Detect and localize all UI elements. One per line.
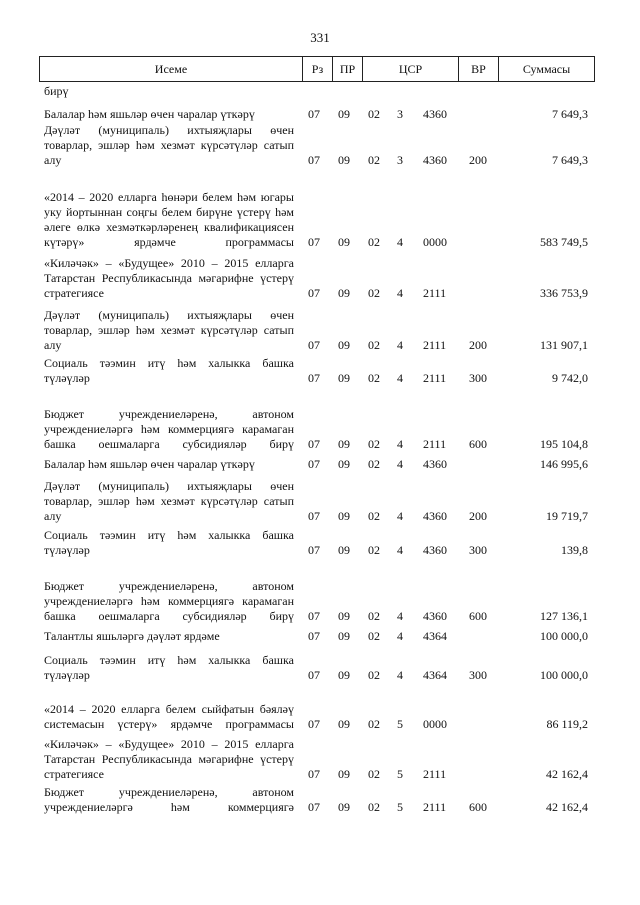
row-pr: 09 bbox=[338, 235, 350, 249]
row-csr-1: 02 bbox=[368, 800, 380, 814]
row-sum: 7 649,3 bbox=[552, 107, 588, 121]
row-name: Социаль тәэмин итү һәм халыкка башка түләүләр bbox=[44, 356, 294, 385]
row-csr-3: 0000 bbox=[423, 717, 447, 731]
row-csr-3: 2111 bbox=[423, 800, 447, 814]
row-csr-1: 02 bbox=[368, 107, 380, 121]
header-csr: ЦСР bbox=[362, 57, 458, 81]
row-csr-3: 4364 bbox=[423, 668, 447, 682]
row-rz: 07 bbox=[308, 235, 320, 249]
row-pr: 09 bbox=[338, 371, 350, 385]
row-rz: 07 bbox=[308, 457, 320, 471]
row-csr-2: 3 bbox=[397, 107, 403, 121]
row-csr-2: 5 bbox=[397, 717, 403, 731]
row-sum: 336 753,9 bbox=[540, 286, 588, 300]
row-rz: 07 bbox=[308, 371, 320, 385]
header-sum: Суммасы bbox=[498, 57, 594, 81]
row-csr-3: 4360 bbox=[423, 153, 447, 167]
row-csr-2: 4 bbox=[397, 668, 403, 682]
row-csr-3: 2111 bbox=[423, 338, 447, 352]
row-csr-1: 02 bbox=[368, 437, 380, 451]
header-name: Исеме bbox=[154, 62, 188, 76]
row-rz: 07 bbox=[308, 437, 320, 451]
row-vr: 300 bbox=[469, 371, 487, 385]
row-sum: 42 162,4 bbox=[546, 800, 588, 814]
row-name: Дәүләт (муниципаль) ихтыяҗлары өчен товарлар, эшләр һәм хезмәт күрсәтүләр сатып алу bbox=[44, 479, 294, 523]
row-sum: 19 719,7 bbox=[546, 509, 588, 523]
row-csr-2: 4 bbox=[397, 286, 403, 300]
row-csr-1: 02 bbox=[368, 509, 380, 523]
row-vr: 200 bbox=[469, 153, 487, 167]
header-vr: ВР bbox=[458, 57, 498, 81]
row-csr-1: 02 bbox=[368, 543, 380, 557]
row-csr-1: 02 bbox=[368, 235, 380, 249]
row-csr-3: 2111 bbox=[423, 286, 447, 300]
row-pr: 09 bbox=[338, 800, 350, 814]
row-rz: 07 bbox=[308, 609, 320, 623]
row-pr: 09 bbox=[338, 629, 350, 643]
row-rz: 07 bbox=[308, 338, 320, 352]
row-name: «Киләчәк» – «Будущее» 2010 – 2015 елларга Татарстан Республикасында мәгарифне үстерү стратегиясе bbox=[44, 737, 294, 781]
row-rz: 07 bbox=[308, 153, 320, 167]
row-csr-1: 02 bbox=[368, 717, 380, 731]
row-name: Бюджет учреждениеләренә, автоном учреждениеләргә һәм коммерциягә карамаган башка оешмаларга субсидияләр бирү bbox=[44, 579, 294, 623]
row-sum: 131 907,1 bbox=[540, 338, 588, 352]
row-name: Бюджет учреждениеләренә, автоном учреждениеләргә һәм коммерциягә карамаган башка оешмаларга субсидияләр бирү bbox=[44, 407, 294, 451]
row-csr-3: 4360 bbox=[423, 543, 447, 557]
row-vr: 600 bbox=[469, 437, 487, 451]
row-csr-3: 4360 bbox=[423, 457, 447, 471]
row-pr: 09 bbox=[338, 338, 350, 352]
row-pr: 09 bbox=[338, 457, 350, 471]
row-csr-2: 4 bbox=[397, 629, 403, 643]
row-csr-2: 4 bbox=[397, 509, 403, 523]
row-sum: 100 000,0 bbox=[540, 668, 588, 682]
row-csr-2: 4 bbox=[397, 457, 403, 471]
row-pr: 09 bbox=[338, 609, 350, 623]
row-vr: 600 bbox=[469, 609, 487, 623]
row-name: «2014 – 2020 елларга белем сыйфатын бәяләү системасын үстерү» ярдәмче программасы bbox=[44, 702, 294, 731]
row-pr: 09 bbox=[338, 717, 350, 731]
row-csr-1: 02 bbox=[368, 767, 380, 781]
row-sum: 146 995,6 bbox=[540, 457, 588, 471]
row-rz: 07 bbox=[308, 509, 320, 523]
table-row bbox=[0, 615, 640, 815]
row-csr-1: 02 bbox=[368, 457, 380, 471]
row-sum: 86 119,2 bbox=[546, 717, 588, 731]
row-csr-2: 4 bbox=[397, 371, 403, 385]
row-pr: 09 bbox=[338, 286, 350, 300]
row-sum: 139,8 bbox=[561, 543, 588, 557]
row-pr: 09 bbox=[338, 107, 350, 121]
row-name: «2014 – 2020 елларга һөнәри белем һәм югары уку йортыннан соңгы белем бирүне үстерү һәм әлеге өлкә хезмәткәрләренең квалификациясен күтәрү» ярдәмче программасы bbox=[44, 190, 294, 249]
row-csr-2: 4 bbox=[397, 437, 403, 451]
row-name: «Киләчәк» – «Будущее» 2010 – 2015 елларга Татарстан Республикасында мәгарифне үстерү стратегиясе bbox=[44, 256, 294, 300]
row-csr-1: 02 bbox=[368, 668, 380, 682]
row-vr: 300 bbox=[469, 668, 487, 682]
row-csr-1: 02 bbox=[368, 286, 380, 300]
row-csr-2: 3 bbox=[397, 153, 403, 167]
row-pr: 09 bbox=[338, 437, 350, 451]
row-csr-3: 4360 bbox=[423, 509, 447, 523]
row-sum: 9 742,0 bbox=[552, 371, 588, 385]
row-vr: 200 bbox=[469, 338, 487, 352]
row-csr-2: 5 bbox=[397, 767, 403, 781]
row-csr-2: 4 bbox=[397, 609, 403, 623]
row-name: Дәүләт (муниципаль) ихтыяҗлары өчен товарлар, эшләр һәм хезмәт күрсәтүләр сатып алу bbox=[44, 308, 294, 352]
header-pr: ПР bbox=[332, 57, 362, 81]
row-csr-3: 0000 bbox=[423, 235, 447, 249]
row-csr-2: 4 bbox=[397, 235, 403, 249]
row-csr-2: 5 bbox=[397, 800, 403, 814]
row-csr-1: 02 bbox=[368, 338, 380, 352]
continuation-text: бирү bbox=[44, 84, 69, 98]
row-rz: 07 bbox=[308, 107, 320, 121]
row-csr-3: 2111 bbox=[423, 371, 447, 385]
row-rz: 07 bbox=[308, 543, 320, 557]
row-sum: 127 136,1 bbox=[540, 609, 588, 623]
row-pr: 09 bbox=[338, 543, 350, 557]
row-pr: 09 bbox=[338, 153, 350, 167]
row-pr: 09 bbox=[338, 509, 350, 523]
row-sum: 195 104,8 bbox=[540, 437, 588, 451]
row-csr-1: 02 bbox=[368, 609, 380, 623]
row-pr: 09 bbox=[338, 668, 350, 682]
row-csr-3: 4364 bbox=[423, 629, 447, 643]
row-csr-2: 4 bbox=[397, 338, 403, 352]
row-name: Талантлы яшьләргә дәүләт ярдәме bbox=[44, 629, 220, 643]
row-name: Социаль тәэмин итү һәм халыкка башка түләүләр bbox=[44, 653, 294, 682]
row-name: Балалар һәм яшьләр өчен чаралар үткәрү bbox=[44, 457, 255, 471]
page-number: 331 bbox=[310, 30, 330, 45]
row-csr-3: 2111 bbox=[423, 437, 447, 451]
row-sum: 100 000,0 bbox=[540, 629, 588, 643]
row-csr-1: 02 bbox=[368, 371, 380, 385]
row-vr: 200 bbox=[469, 509, 487, 523]
row-name: Бюджет учреждениеләренә, автоном учреждениеләргә һәм коммерциягә bbox=[44, 785, 294, 814]
row-csr-3: 4360 bbox=[423, 107, 447, 121]
row-vr: 300 bbox=[469, 543, 487, 557]
header-rz: Рз bbox=[302, 57, 332, 81]
row-name: Балалар һәм яшьләр өчен чаралар үткәрү bbox=[44, 107, 255, 121]
row-rz: 07 bbox=[308, 767, 320, 781]
row-sum: 7 649,3 bbox=[552, 153, 588, 167]
row-name: Социаль тәэмин итү һәм халыкка башка түләүләр bbox=[44, 528, 294, 557]
row-csr-2: 4 bbox=[397, 543, 403, 557]
row-pr: 09 bbox=[338, 767, 350, 781]
row-vr: 600 bbox=[469, 800, 487, 814]
row-csr-1: 02 bbox=[368, 629, 380, 643]
row-csr-3: 4360 bbox=[423, 609, 447, 623]
row-rz: 07 bbox=[308, 717, 320, 731]
row-csr-3: 2111 bbox=[423, 767, 447, 781]
row-rz: 07 bbox=[308, 800, 320, 814]
row-rz: 07 bbox=[308, 629, 320, 643]
row-rz: 07 bbox=[308, 668, 320, 682]
row-sum: 42 162,4 bbox=[546, 767, 588, 781]
row-csr-1: 02 bbox=[368, 153, 380, 167]
row-sum: 583 749,5 bbox=[540, 235, 588, 249]
row-rz: 07 bbox=[308, 286, 320, 300]
row-name: Дәүләт (муниципаль) ихтыяҗлары өчен товарлар, эшләр һәм хезмәт күрсәтүләр сатып алу bbox=[44, 123, 294, 167]
